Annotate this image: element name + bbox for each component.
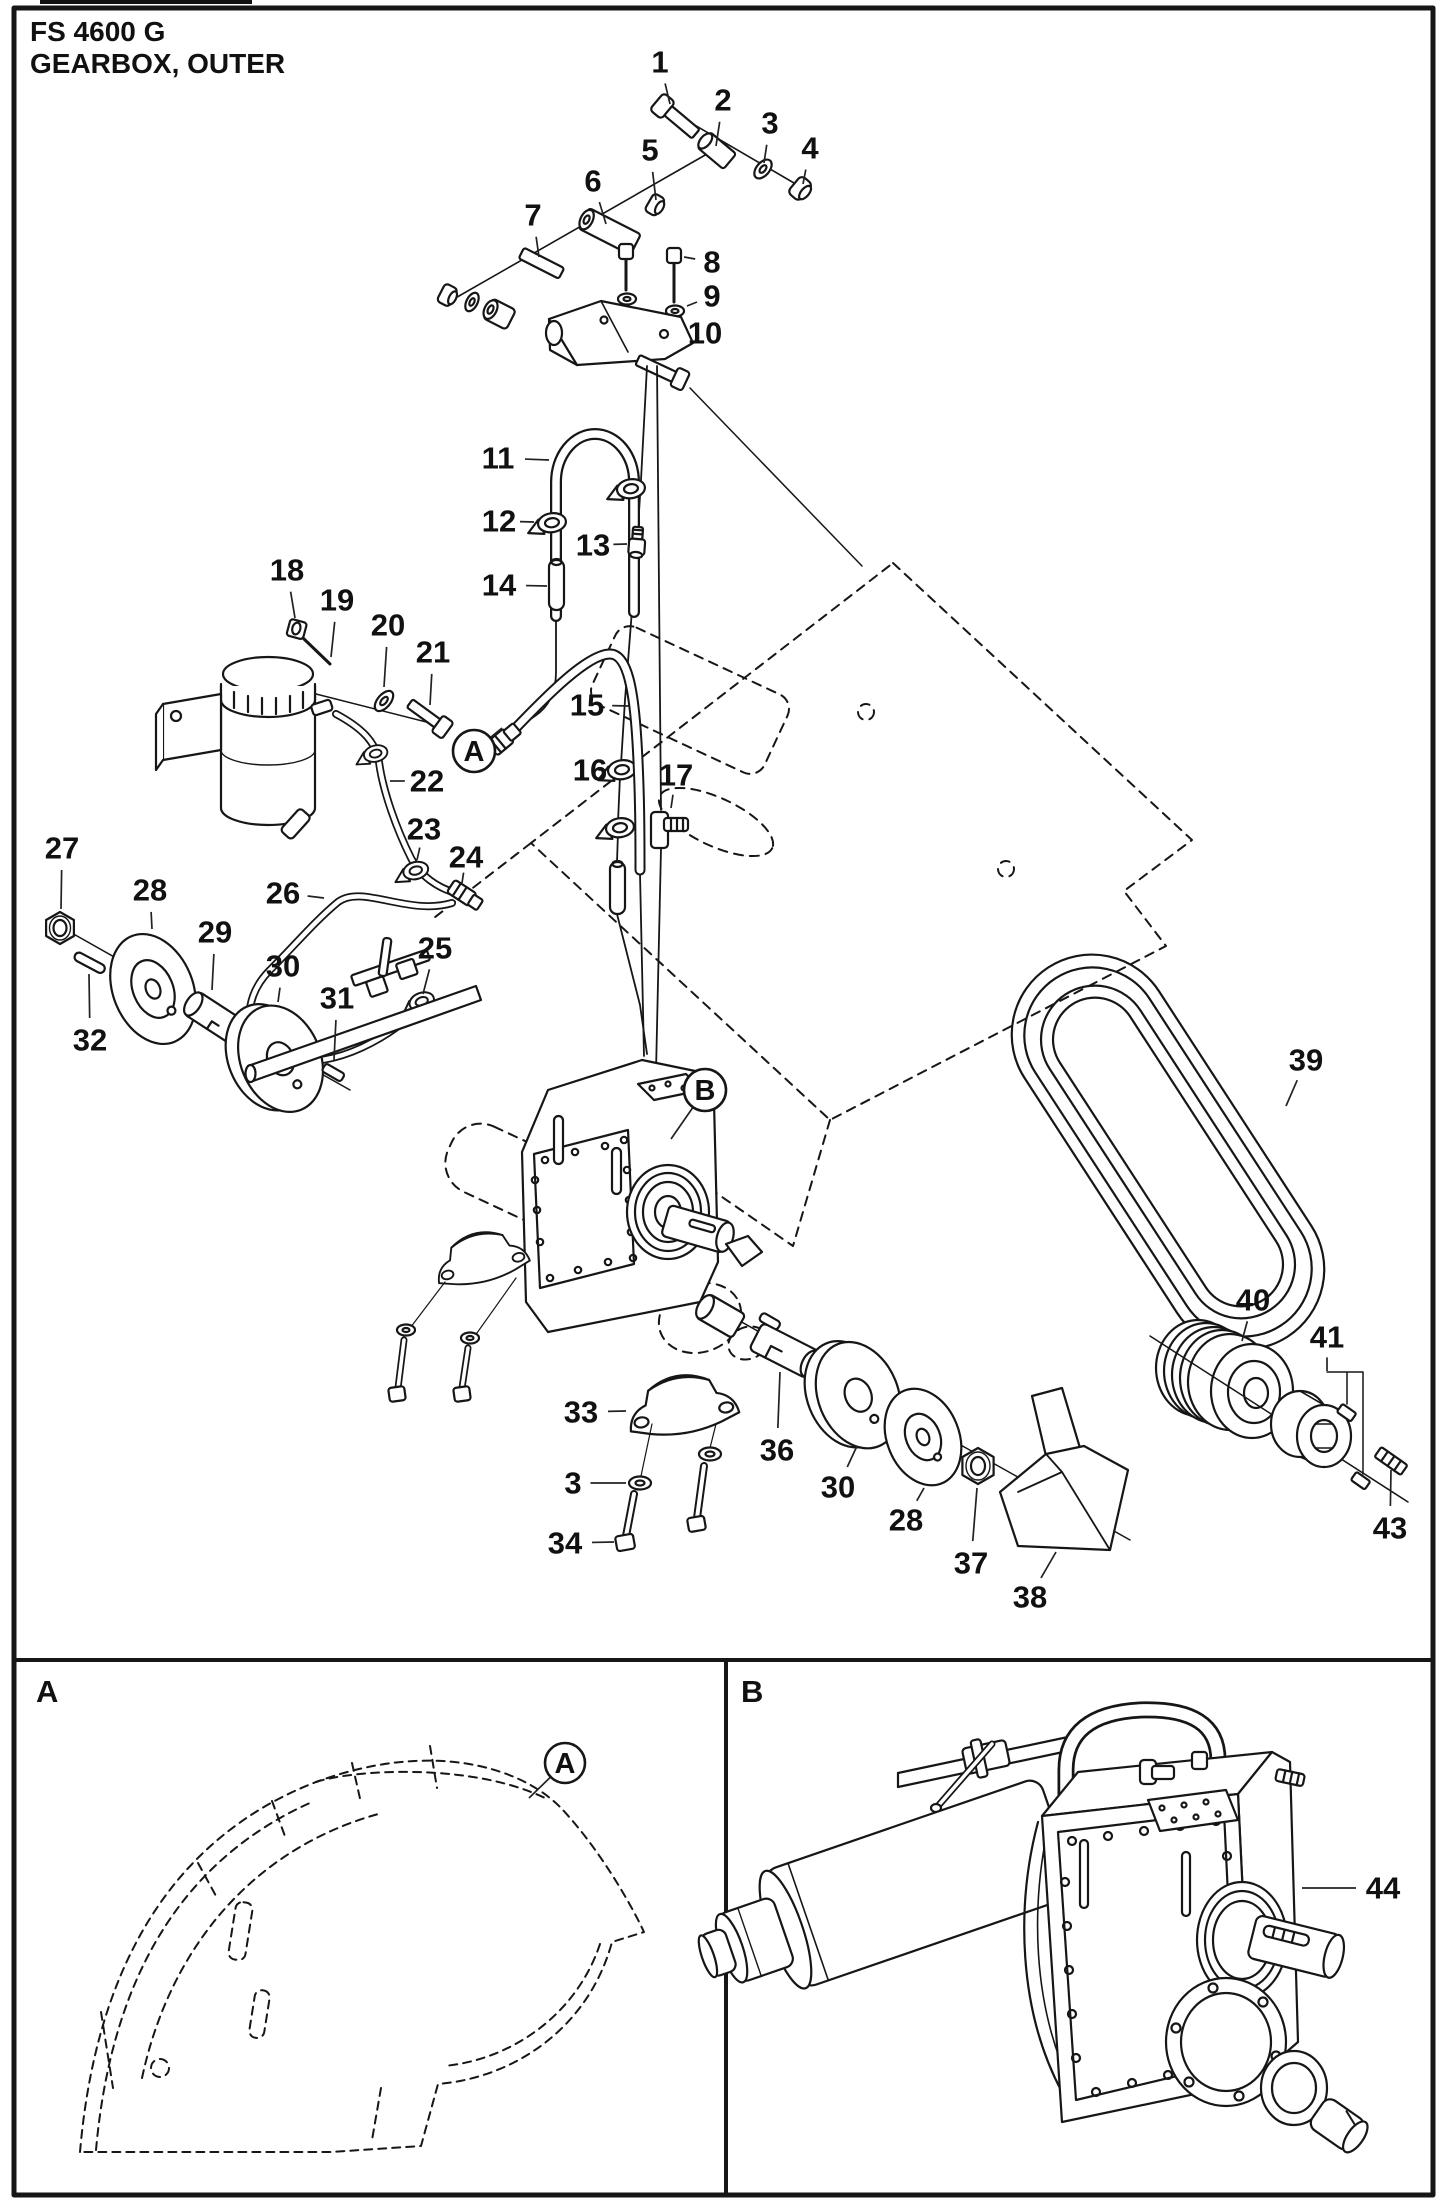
callout-label-2-1: 2 [714, 82, 732, 118]
callout-label-4-3: 4 [801, 130, 819, 166]
callout-label-44-44: 44 [1365, 1870, 1401, 1906]
panel-a-label: A [36, 1674, 59, 1709]
callout-leader-20 [384, 647, 387, 687]
callout-label-37-38: 37 [953, 1545, 989, 1581]
callout-leader-21 [430, 674, 432, 705]
callout-label-20-19: 20 [370, 607, 406, 643]
callout-label-14-13: 14 [481, 567, 517, 603]
model-title: FS 4600 G [30, 16, 166, 47]
callout-label-30-36: 30 [820, 1469, 856, 1505]
callout-label-21-20: 21 [415, 634, 451, 670]
callout-leader-28 [151, 912, 152, 929]
section-title: GEARBOX, OUTER [30, 48, 286, 80]
callout-label-41-42: 41 [1309, 1319, 1345, 1355]
panel-b-label: B [741, 1674, 764, 1709]
callout-label-28-27: 28 [132, 872, 168, 908]
callout-leader-25 [423, 969, 429, 994]
callout-label-19-18: 19 [319, 582, 355, 618]
callout-label-30-29: 30 [265, 948, 301, 984]
panel-a-guard [80, 1746, 644, 2152]
callout-label-3-2: 3 [761, 105, 779, 141]
part-clamp-33-lower [623, 1366, 741, 1442]
callout-layer [45, 45, 1407, 1906]
callout-label-3-33: 3 [564, 1465, 582, 1501]
callout-label-17-16: 17 [658, 757, 694, 793]
callout-leader-32 [89, 974, 90, 1018]
callout-leader-19 [331, 622, 335, 657]
callout-leader-23 [417, 848, 420, 860]
callout-leader-9 [687, 302, 697, 306]
callout-leader-17 [671, 795, 673, 808]
callout-leader-39 [1286, 1080, 1297, 1106]
part-belt-39 [981, 924, 1355, 1380]
callout-label-12-11: 12 [481, 503, 517, 539]
detail-ref-letter-A-0: A [463, 736, 485, 768]
callout-label-9-8: 9 [703, 278, 721, 314]
part-clamp-extra [594, 816, 635, 841]
callout-leader-18 [291, 592, 295, 618]
callout-label-5-4: 5 [641, 132, 659, 168]
detail-ref-letter-B-1: B [694, 1075, 716, 1107]
callout-label-25-24: 25 [417, 930, 453, 966]
part-reservoir-19 [156, 619, 454, 840]
callout-label-10-9: 10 [687, 315, 723, 351]
callout-label-15-14: 15 [569, 687, 605, 723]
part-tube-right [610, 861, 625, 914]
callout-leader-38 [1041, 1552, 1056, 1578]
part-clamp-upper-22 [353, 743, 389, 767]
part-gearbox-main [522, 1060, 762, 1332]
callout-label-1-0: 1 [651, 44, 669, 80]
callout-label-33-32: 33 [563, 1394, 599, 1430]
scan-artifact [40, 0, 252, 4]
callout-label-18-17: 18 [269, 552, 305, 588]
callout-label-8-7: 8 [703, 244, 721, 280]
callout-label-32-31: 32 [72, 1022, 108, 1058]
detail-ref-letter-A-2: A [554, 1748, 576, 1780]
callout-leader-27 [61, 870, 62, 909]
callout-leader-28 [917, 1488, 924, 1501]
callout-label-13-12: 13 [575, 527, 611, 563]
callout-label-28-37: 28 [888, 1502, 924, 1538]
part-tube-14 [549, 559, 564, 610]
callout-leader-36 [778, 1372, 780, 1428]
callout-leader-30 [278, 988, 280, 1002]
callout-label-39-40: 39 [1288, 1042, 1324, 1078]
callout-leader-11 [525, 459, 549, 460]
callout-leader-29 [212, 954, 214, 990]
callout-leader-43 [1390, 1470, 1391, 1506]
callout-label-23-22: 23 [406, 811, 442, 847]
callout-label-11-10: 11 [481, 440, 515, 476]
callout-label-7-6: 7 [524, 197, 542, 233]
part-elbow-17 [651, 812, 688, 848]
callout-leader-37 [973, 1488, 977, 1541]
callout-label-40-41: 40 [1235, 1282, 1271, 1318]
part-tube-11 [556, 434, 634, 616]
callout-label-34-34: 34 [547, 1525, 583, 1561]
callout-label-24-23: 24 [448, 839, 484, 875]
callout-label-31-30: 31 [319, 980, 355, 1016]
callout-leader-26 [308, 896, 324, 898]
callout-label-27-26: 27 [44, 830, 80, 866]
callout-label-22-21: 22 [409, 763, 445, 799]
callout-leader-30 [847, 1446, 857, 1467]
callout-label-43-43: 43 [1372, 1510, 1408, 1546]
panel-b-gearbox [682, 1710, 1372, 2156]
callout-label-6-5: 6 [584, 163, 602, 199]
callout-label-36-35: 36 [759, 1432, 795, 1468]
callout-label-38-39: 38 [1012, 1579, 1048, 1615]
callout-leader-8 [684, 257, 695, 259]
callout-label-29-28: 29 [197, 914, 233, 950]
callout-label-26-25: 26 [265, 875, 301, 911]
callout-label-16-15: 16 [572, 752, 608, 788]
